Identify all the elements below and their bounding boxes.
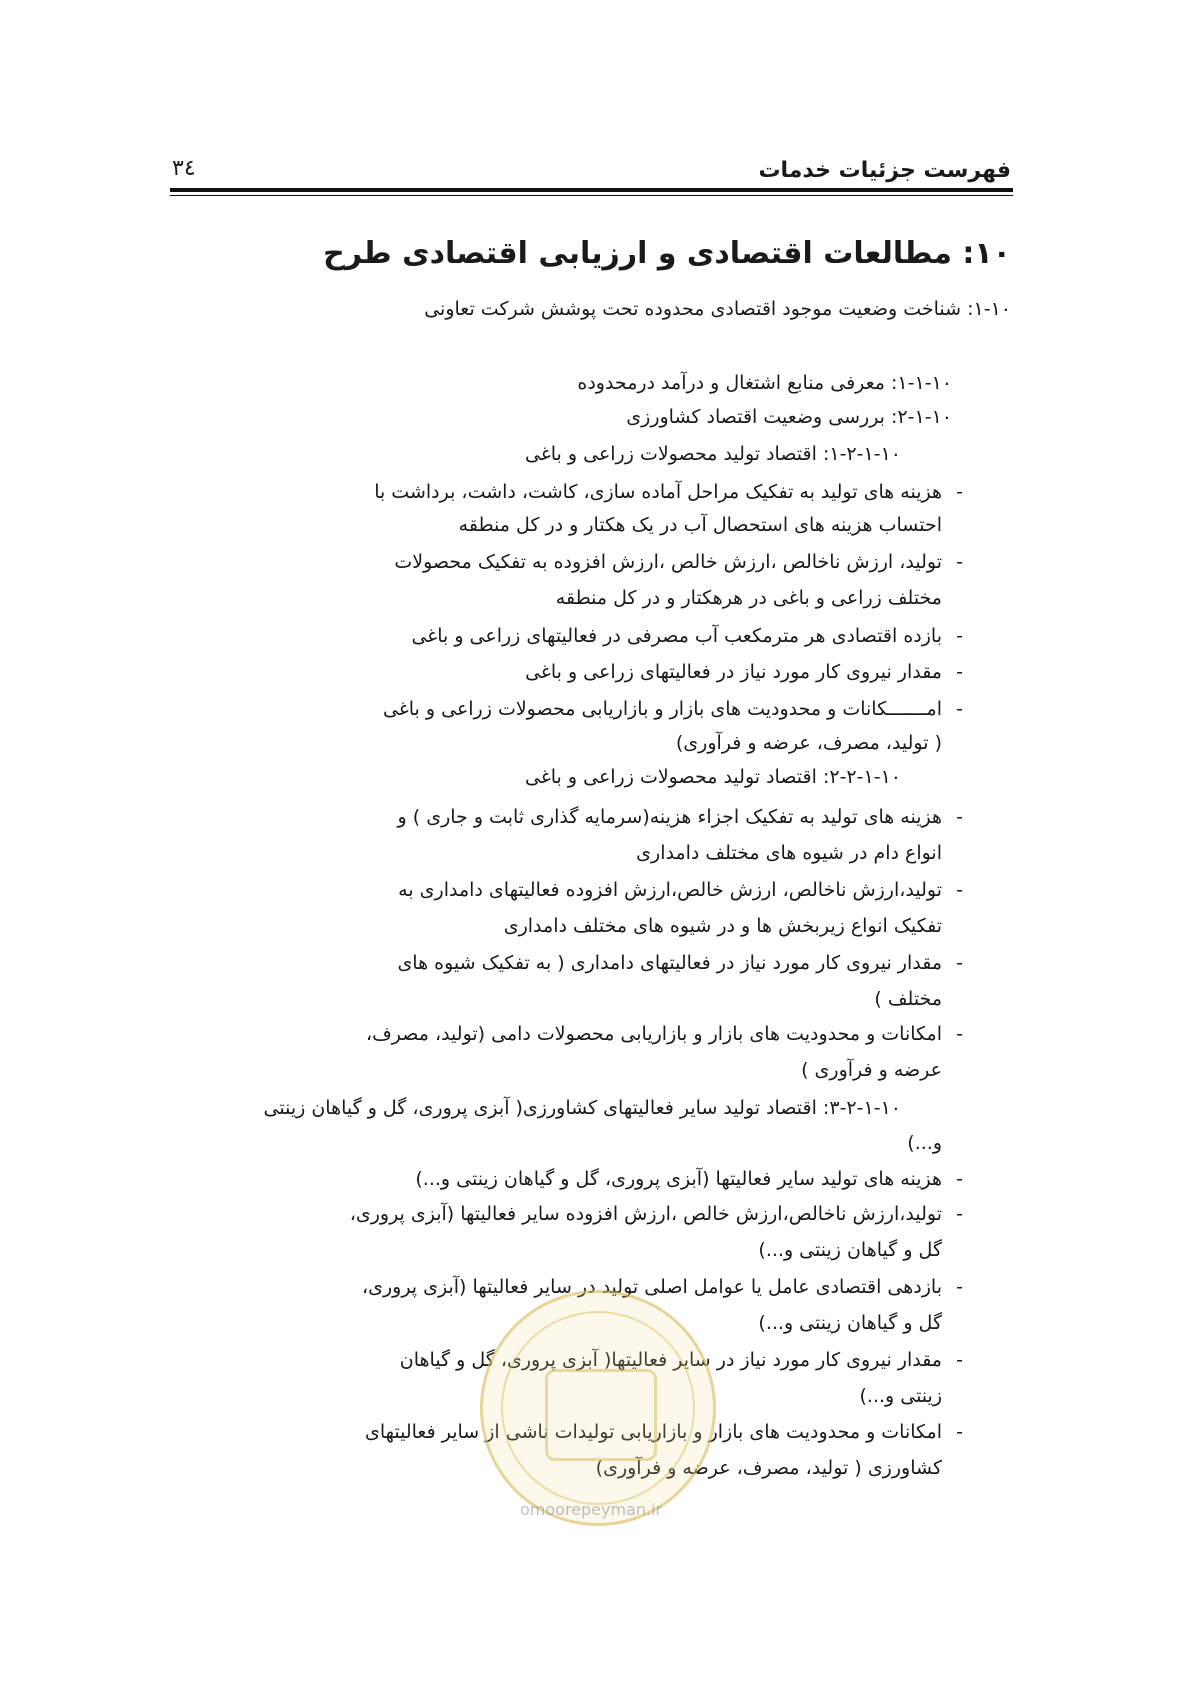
header-rule-thin bbox=[170, 195, 1013, 196]
bullet-dash: - bbox=[956, 1023, 963, 1045]
subsubsection-heading: ١٠-١-٢-٣: اقتصاد تولید سایر فعالیتهای کشاورزی( آبزی پروری، گل و گیاهان زینتی bbox=[263, 1097, 901, 1119]
bullet-dash: - bbox=[956, 661, 963, 683]
bullet-dash: - bbox=[956, 625, 963, 647]
bullet-dash: - bbox=[956, 1203, 963, 1225]
subsubsection-heading-wrap: و...) bbox=[907, 1132, 942, 1154]
list-item-line: تفکیک انواع زیربخش ها و در شیوه های مختلف دامداری bbox=[503, 915, 942, 937]
list-item-line: مقدار نیروی کار مورد نیاز در فعالیتهای دامداری ( به تفکیک شیوه های bbox=[397, 952, 942, 974]
list-item-line: تولید،ارزش ناخالص،ارزش خالص ،ارزش افزوده سایر فعالیتها (آبزی پروری، bbox=[349, 1203, 942, 1225]
list-item-line: مختلف ) bbox=[874, 988, 942, 1010]
page-number: ٣٤ bbox=[172, 156, 196, 181]
seal-emblem-icon bbox=[545, 1369, 657, 1461]
bullet-dash: - bbox=[956, 1168, 963, 1190]
list-item-line: عرضه و فرآوری ) bbox=[801, 1059, 942, 1081]
list-item-line: امکانات و محدودیت های بازار و بازاریابی محصولات دامی (تولید، مصرف، bbox=[365, 1023, 942, 1045]
list-item-line: کشاورزی ( تولید، مصرف، عرضه و فرآوری) bbox=[595, 1457, 942, 1479]
chapter-title: ١٠: مطالعات اقتصادی و ارزیابی اقتصادی طرح bbox=[323, 236, 1011, 271]
list-item-line: گل و گیاهان زینتی و...) bbox=[758, 1239, 942, 1261]
subsection-heading: ١٠-١-١: معرفی منابع اشتغال و درآمد درمحدوده bbox=[577, 372, 952, 394]
bullet-dash: - bbox=[956, 1421, 963, 1443]
list-item-line: مقدار نیروی کار مورد نیاز در سایر فعالیتها( آبزی پروری، گل و گیاهان bbox=[399, 1349, 942, 1371]
list-item-line: تولید،ارزش ناخالص، ارزش خالص،ارزش افزوده فعالیتهای دامداری به bbox=[398, 879, 942, 901]
subsection-heading: ١٠-١-٢: بررسی وضعیت اقتصاد کشاورزی bbox=[626, 406, 952, 428]
list-item-line: گل و گیاهان زینتی و...) bbox=[758, 1312, 942, 1334]
list-item-line: امـــــــکانات و محدودیت های بازار و بازاریابی محصولات زراعی و باغی bbox=[383, 698, 942, 720]
watermark-seal-icon bbox=[480, 1290, 716, 1526]
list-item-line: بازده اقتصادی هر مترمکعب آب مصرفی در فعالیتهای زراعی و باغی bbox=[411, 625, 942, 647]
bullet-dash: - bbox=[956, 879, 963, 901]
bullet-dash: - bbox=[956, 952, 963, 974]
list-item-line: هزینه های تولید سایر فعالیتها (آبزی پروری، گل و گیاهان زینتی و...) bbox=[415, 1168, 942, 1190]
list-item-line: هزینه های تولید به تفکیک مراحل آماده سازی، کاشت، داشت، برداشت با bbox=[374, 481, 942, 503]
bullet-dash: - bbox=[956, 1276, 963, 1298]
bullet-dash: - bbox=[956, 698, 963, 720]
running-title: فهرست جزئیات خدمات bbox=[758, 158, 1011, 183]
section-heading: ١٠-١: شناخت وضعیت موجود اقتصادی محدوده تحت پوشش شرکت تعاونی bbox=[424, 298, 1011, 320]
bullet-dash: - bbox=[956, 481, 963, 503]
header-rule-thick bbox=[170, 188, 1013, 192]
list-item-line: امکانات و محدودیت های بازار و بازاریابی تولیدات ناشی از سایر فعالیتهای bbox=[364, 1421, 942, 1443]
bullet-dash: - bbox=[956, 551, 963, 573]
list-item-line: مختلف زراعی و باغی در هرهکتار و در کل منطقه bbox=[555, 587, 942, 609]
list-item-line: احتساب هزینه های استحصال آب در یک هکتار و در کل منطقه bbox=[458, 514, 942, 536]
bullet-dash: - bbox=[956, 1349, 963, 1371]
list-item-line: بازدهی اقتصادی عامل یا عوامل اصلی تولید در سایر فعالیتها (آبزی پروری، bbox=[361, 1276, 942, 1298]
subsubsection-heading: ١٠-١-٢-١: اقتصاد تولید محصولات زراعی و باغی bbox=[525, 443, 901, 465]
subsubsection-heading: ١٠-١-٢-٢: اقتصاد تولید محصولات زراعی و باغی bbox=[525, 766, 901, 788]
list-item-line: زینتی و...) bbox=[859, 1385, 942, 1407]
list-item-line: تولید، ارزش ناخالص ،ارزش خالص ،ارزش افزوده به تفکیک محصولات bbox=[394, 551, 942, 573]
list-item-line: هزینه های تولید به تفکیک اجزاء هزینه(سرمایه گذاری ثابت و جاری ) و bbox=[397, 806, 942, 828]
list-item-line: مقدار نیروی کار مورد نیاز در فعالیتهای زراعی و باغی bbox=[525, 661, 942, 683]
bullet-dash: - bbox=[956, 806, 963, 828]
list-item-line: ( تولید، مصرف، عرضه و فرآوری) bbox=[675, 732, 942, 754]
watermark-site: omoorepeyman.ir bbox=[520, 1500, 663, 1519]
list-item-line: انواع دام در شیوه های مختلف دامداری bbox=[636, 842, 942, 864]
